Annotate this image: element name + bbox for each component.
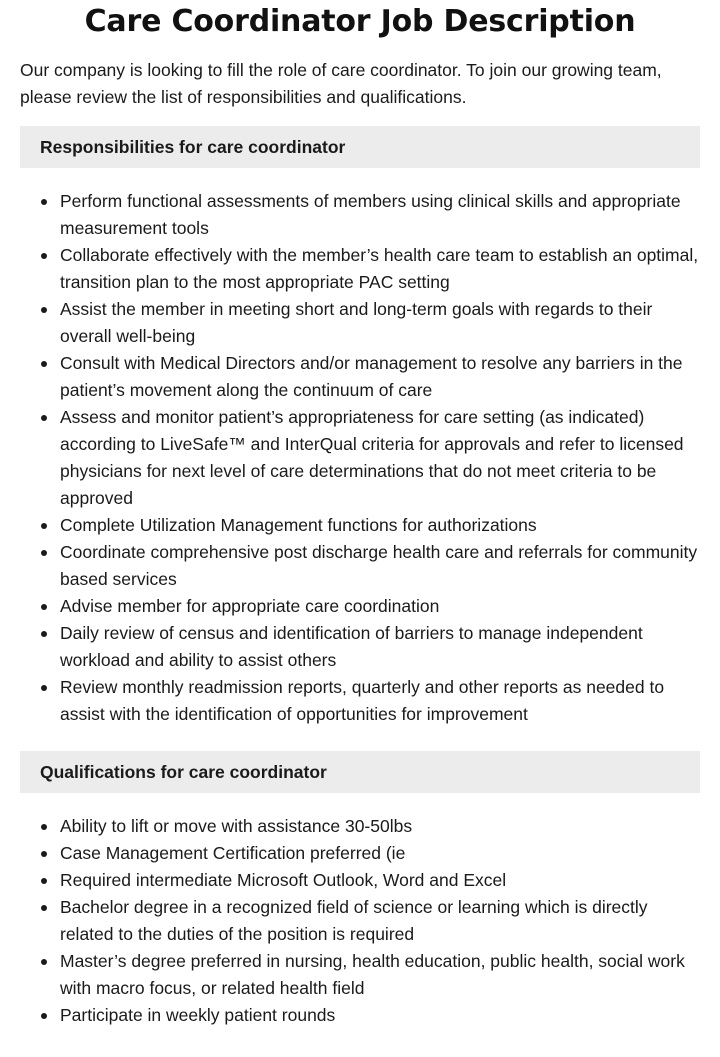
responsibilities-list (20, 168, 700, 751)
list-item-text: Required intermediate Microsoft Outlook, Word and Excel (60, 870, 507, 890)
qualifications-heading: Qualifications for care coordinator (20, 751, 700, 793)
bullet-icon (41, 685, 47, 691)
list-item-text: Coordinate comprehensive post discharge health care and referrals for community based services (60, 542, 698, 589)
list-item-text: Assess and monitor patient’s appropriateness for care setting (as indicated) according to LiveSafe™ and InterQual criteria for approvals and refer to licensed physicians for next level of care determinations that do not meet criteria to be approved (60, 407, 684, 508)
bullet-icon (41, 199, 47, 205)
bullet-icon (41, 550, 47, 556)
qualifications-section (20, 751, 700, 1049)
bullet-icon (41, 361, 47, 367)
list-item-text: Case Management Certification preferred (ie (60, 843, 406, 863)
list-item-text: Participate in weekly patient rounds (60, 1005, 336, 1025)
list-item-text: Collaborate effectively with the member’s health care team to establish an optimal, transition plan to the most appropriate PAC setting (60, 245, 699, 292)
list-item (20, 867, 700, 894)
bullet-icon (41, 307, 47, 313)
bullet-icon (41, 523, 47, 529)
bullet-icon (41, 878, 47, 884)
list-item-text: Perform functional assessments of members using clinical skills and appropriate measurement tools (60, 191, 681, 238)
page-title: Care Coordinator Job Description (84, 4, 636, 39)
list-item-text: Review monthly readmission reports, quarterly and other reports as needed to assist with the identification of opportunities for improvement (60, 677, 665, 724)
list-item (20, 674, 700, 728)
list-item (20, 539, 700, 593)
list-item (20, 1002, 700, 1029)
bullet-icon (41, 253, 47, 259)
list-item (20, 620, 700, 674)
list-item-text: Ability to lift or move with assistance 30-50lbs (60, 816, 413, 836)
list-item-text: Bachelor degree in a recognized field of science or learning which is directly related to the duties of the position is required (60, 897, 648, 944)
bullet-icon (41, 415, 47, 421)
list-item (20, 894, 700, 948)
bullet-icon (41, 959, 47, 965)
list-item-text: Advise member for appropriate care coordination (60, 596, 440, 616)
qualifications-list (20, 793, 700, 1049)
intro-paragraph: Our company is looking to fill the role of care coordinator. To join our growing team, please review the list of responsibilities and qualifications. (20, 60, 662, 107)
list-item (20, 840, 700, 867)
list-item-text: Master’s degree preferred in nursing, health education, public health, social work with macro focus, or related health field (60, 951, 685, 998)
list-item (20, 188, 700, 242)
bullet-icon (41, 604, 47, 610)
list-item (20, 813, 700, 840)
bullet-icon (41, 905, 47, 911)
bullet-icon (41, 851, 47, 857)
list-item-text: Complete Utilization Management functions for authorizations (60, 515, 537, 535)
list-item (20, 350, 700, 404)
bullet-icon (41, 631, 47, 637)
responsibilities-heading: Responsibilities for care coordinator (20, 126, 700, 168)
list-item (20, 404, 700, 512)
list-item-text: Assist the member in meeting short and long-term goals with regards to their overall well-being (60, 299, 653, 346)
bullet-icon (41, 1013, 47, 1019)
list-item (20, 593, 700, 620)
list-item (20, 948, 700, 1002)
responsibilities-section (20, 126, 700, 751)
bullet-icon (41, 824, 47, 830)
list-item (20, 296, 700, 350)
list-item-text: Consult with Medical Directors and/or management to resolve any barriers in the patient’s movement along the continuum of care (60, 353, 683, 400)
list-item-text: Daily review of census and identification of barriers to manage independent workload and ability to assist others (60, 623, 643, 670)
list-item (20, 242, 700, 296)
list-item (20, 512, 700, 539)
